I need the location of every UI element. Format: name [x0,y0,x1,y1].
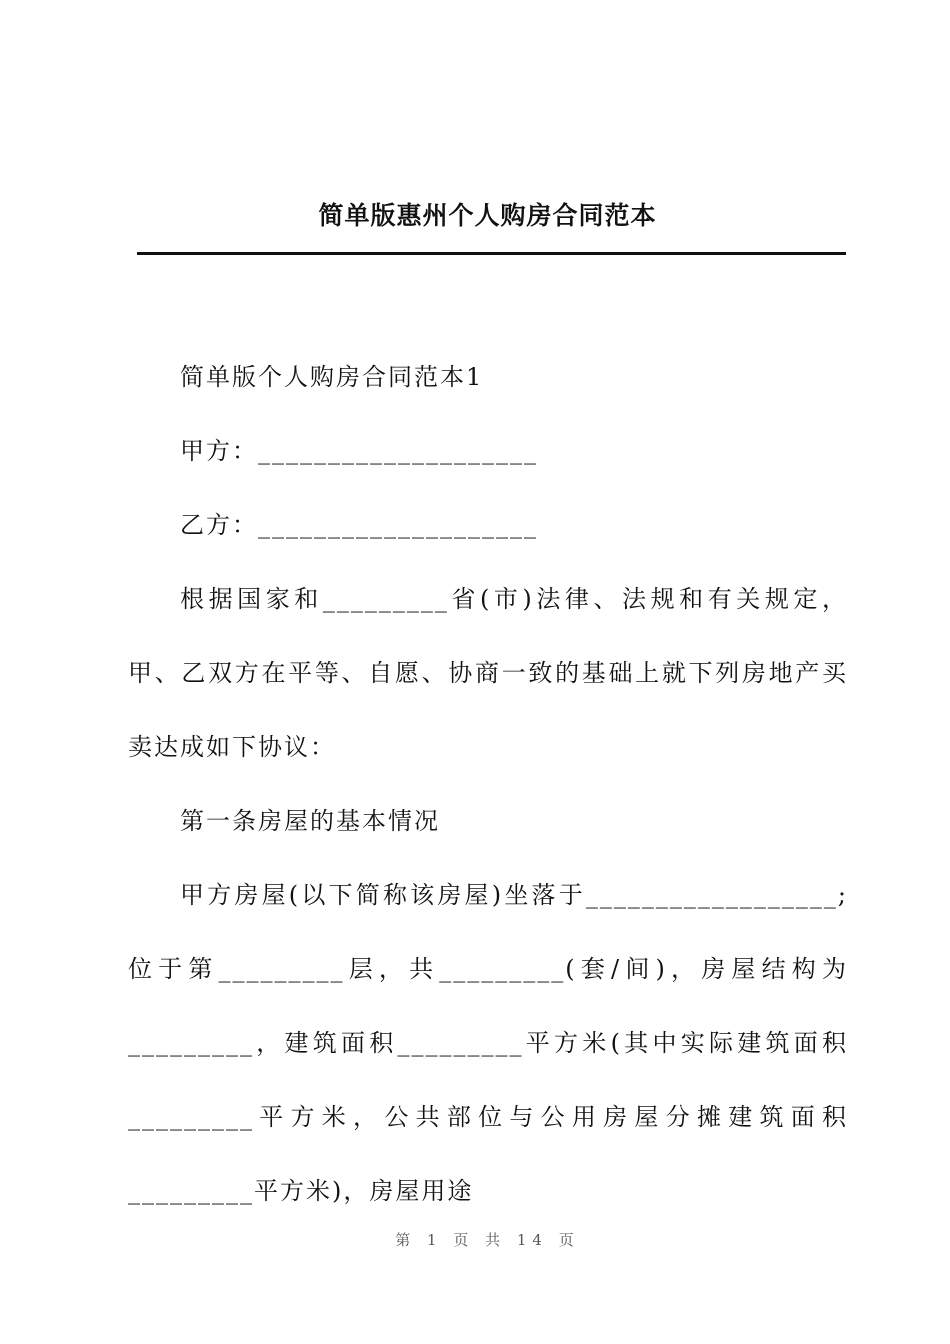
paragraph-property-details: 甲方房屋(以下简称该房屋)坐落于__________________;位于第_________层，共_________(套/间)，房屋结构为_________，建筑面积_________平方米(其中实际建筑面积_________平方米，公共部位与公用房屋分摊建筑面积_________平方米)，房屋用途 [128,881,848,1205]
paragraph-party-b: 乙方：____________________ [180,511,538,539]
paragraph-party-a: 甲方：____________________ [180,437,538,465]
page-footer: 第 1 页 共 14 页 [395,1231,580,1249]
document-title: 简单版惠州个人购房合同范本 [318,201,657,230]
paragraph-preamble: 根据国家和_________省(市)法律、法规和有关规定，甲、乙双方在平等、自愿、协商一致的基础上就下列房地产买卖达成如下协议： [128,585,848,761]
paragraph-contract-heading: 简单版个人购房合同范本1 [180,363,484,391]
paragraph-article-1-heading: 第一条房屋的基本情况 [180,807,440,835]
title-underline [137,252,846,255]
document-body [128,340,848,1228]
